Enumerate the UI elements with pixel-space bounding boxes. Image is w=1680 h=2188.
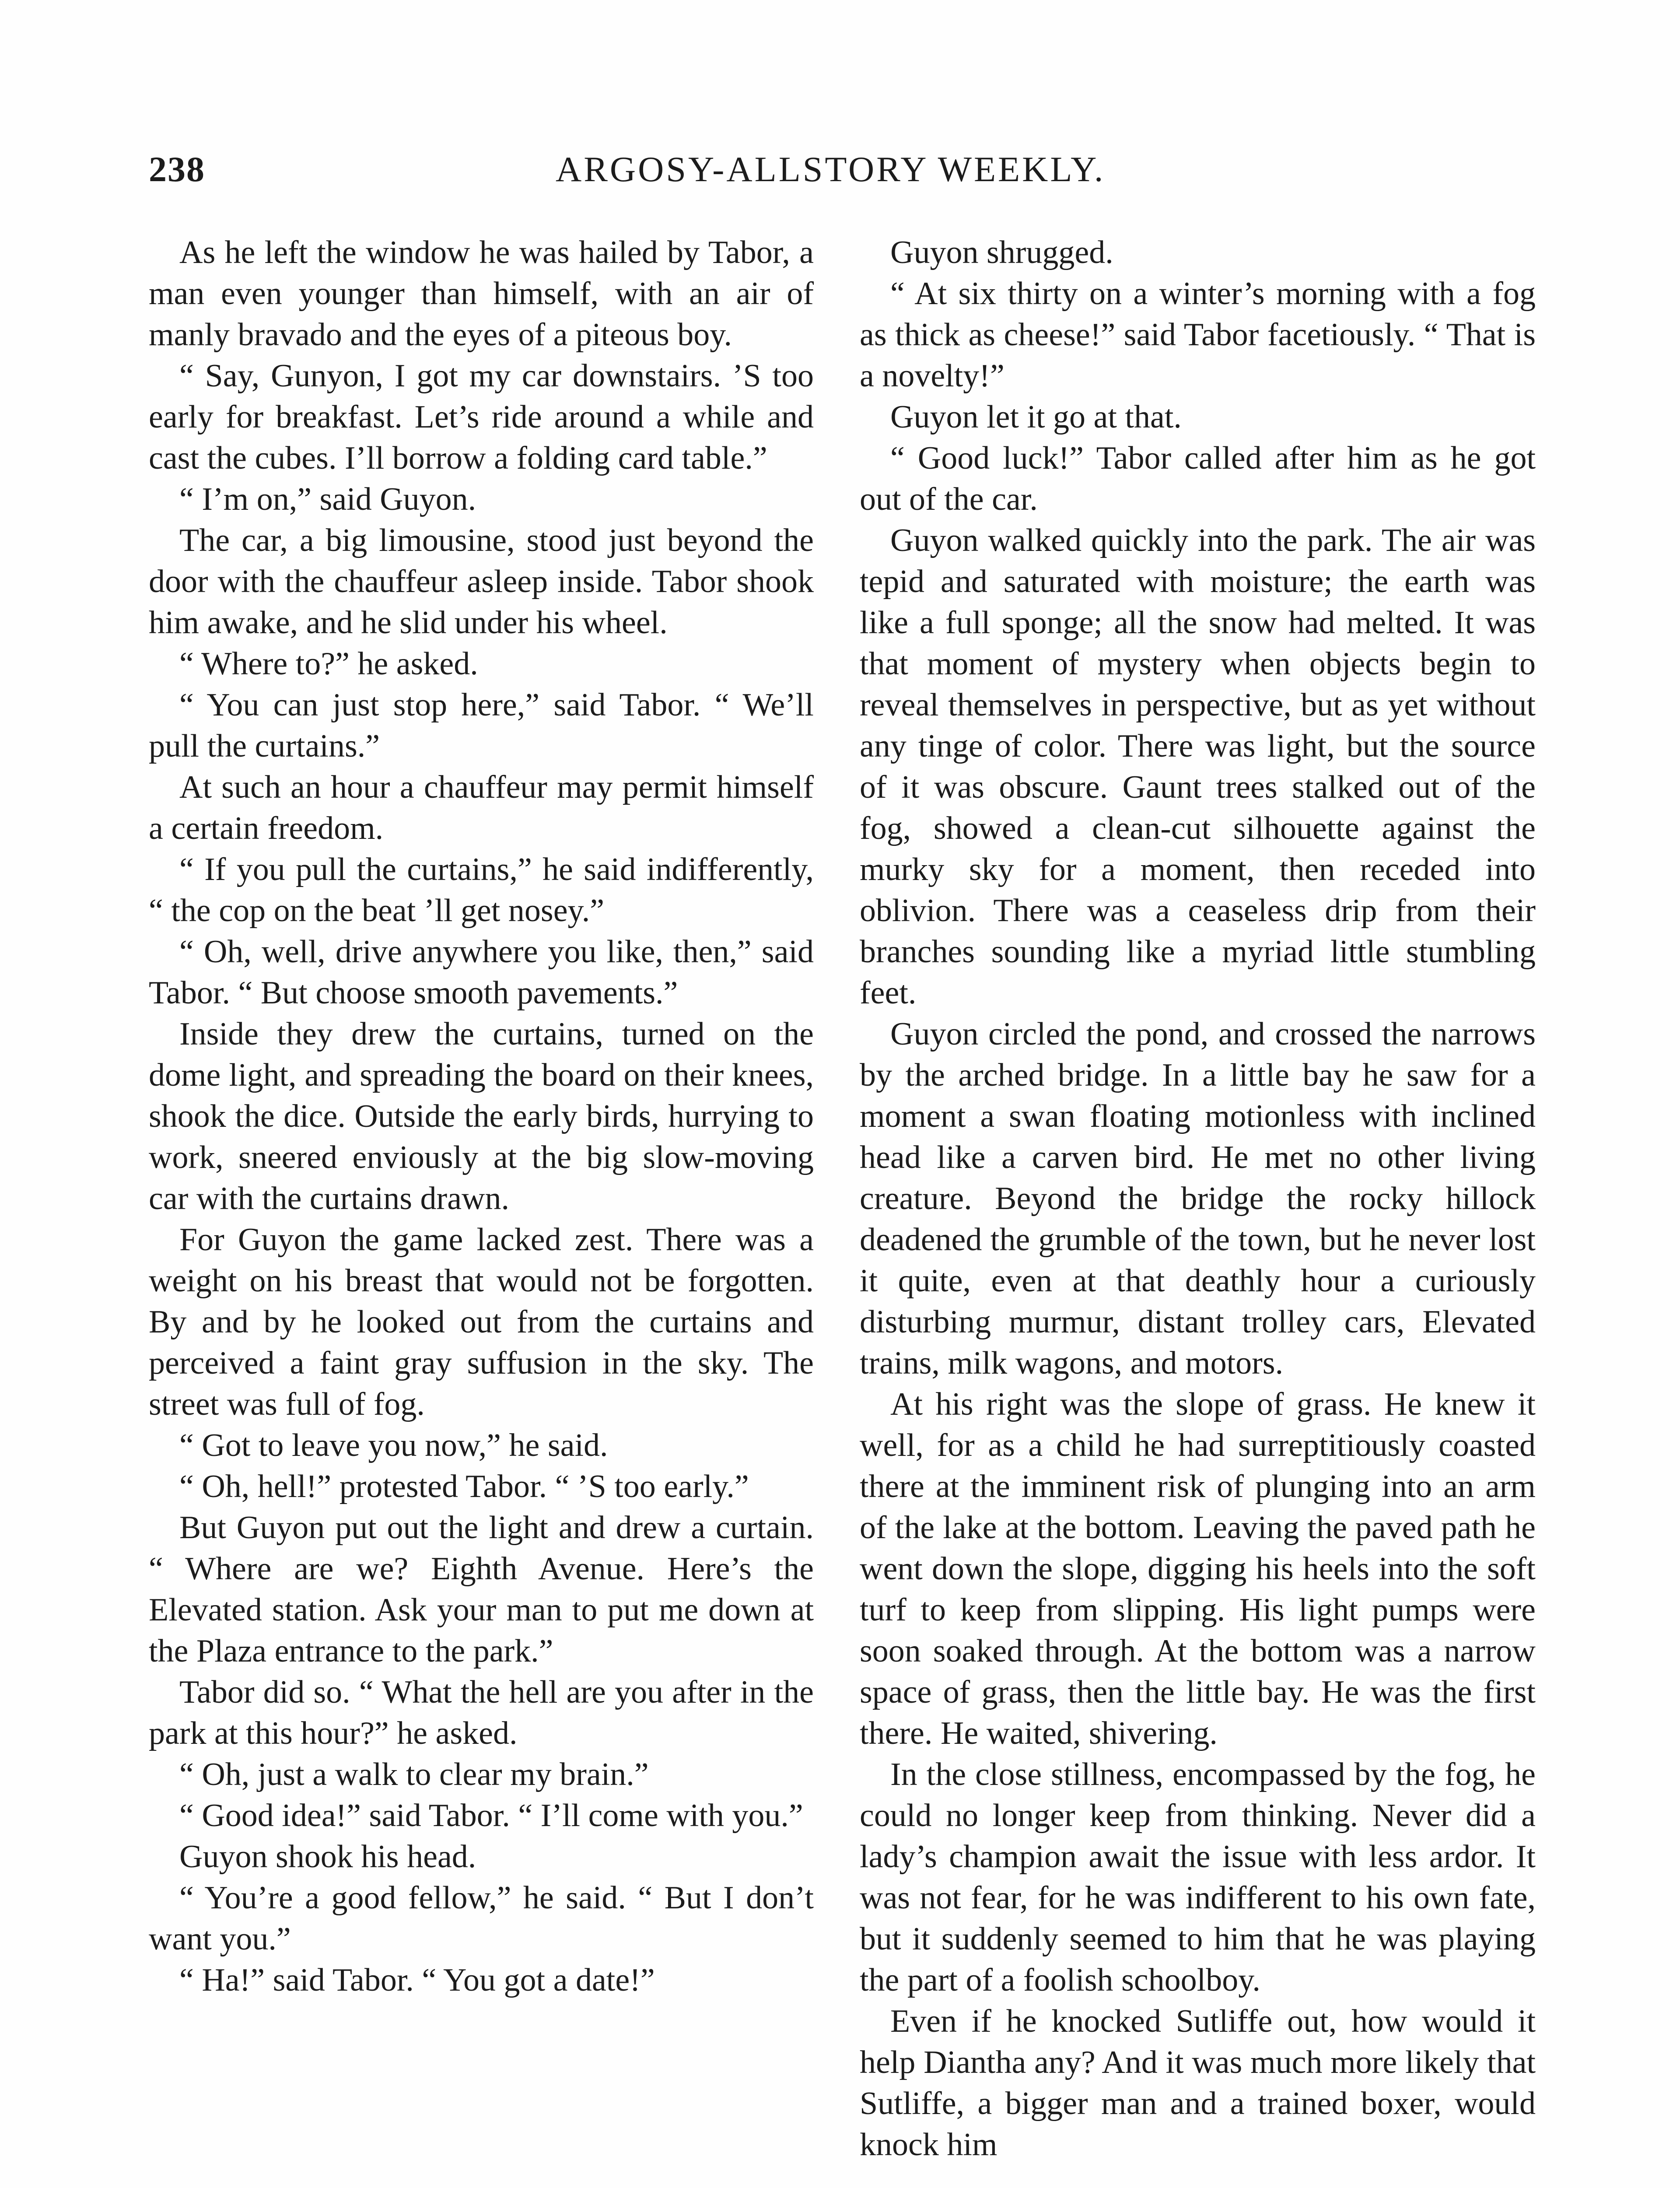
paragraph: Guyon shook his head. <box>179 1839 476 1875</box>
paragraph: “ Got to leave you now,” he said. <box>179 1427 608 1463</box>
paragraph: “ At six thirty on a winter’s morning with a fog as thick as cheese!” said Tabor facetiously. “ That is a novelty!” <box>860 276 1536 394</box>
page-number: 238 <box>149 149 205 189</box>
paragraph: “ You can just stop here,” said Tabor. “ We’ll pull the curtains.” <box>149 687 814 764</box>
paragraph: For Guyon the game lacked zest. There was a weight on his breast that would not be forgotten. By and by he looked out from the curtains and perceived a faint gray suffusion in the sky. The street was full of fog. <box>149 1222 814 1422</box>
paragraph: As he left the window he was hailed by Tabor, a man even younger than himself, with an air of manly bravado and the eyes of a piteous boy. <box>149 235 814 353</box>
right-column <box>860 232 1536 2165</box>
paragraph: Guyon walked quickly into the park. The air was tepid and saturated with moisture; the earth was like a full sponge; all the snow had melted. It was that moment of mystery when objects begin to reveal themselves in perspective, but as yet without any tinge of color. There was light, but the source of it was obscure. Gaunt trees stalked out of the fog, showed a clean-cut silhouette against the murky sky for a moment, then receded into oblivion. There was a ceaseless drip from their branches sounding like a myriad little stumbling feet. <box>860 522 1536 1011</box>
paragraph: In the close stillness, encompassed by the fog, he could no longer keep from thinking. Never did a lady’s champion await the issue with less ardor. It was not fear, for he was indifferent to his own fate, but it suddenly seemed to him that he was playing the part of a foolish schoolboy. <box>860 1757 1536 1998</box>
paragraph: Guyon shrugged. <box>890 235 1113 270</box>
paragraph: “ Good luck!” Tabor called after him as he got out of the car. <box>860 440 1536 517</box>
paragraph: “ Oh, well, drive anywhere you like, then,” said Tabor. “ But choose smooth pavements.” <box>149 934 814 1011</box>
paragraph: Guyon circled the pond, and crossed the narrows by the arched bridge. In a little bay he saw for a moment a swan floating motionless with inclined head like a carven bird. He met no other living creature. Beyond the bridge the rocky hillock deadened the grumble of the town, but he never lost it quite, even at that deathly hour a curiously disturbing murmur, distant trolley cars, Elevated trains, milk wagons, and motors. <box>860 1016 1536 1381</box>
paragraph: Tabor did so. “ What the hell are you after in the park at this hour?” he asked. <box>149 1674 814 1751</box>
paragraph: “ If you pull the curtains,” he said indifferently, “ the cop on the beat ’ll get nosey.” <box>149 852 814 929</box>
paragraph: “ Oh, hell!” protested Tabor. “ ’S too early.” <box>179 1469 749 1504</box>
paragraph: At his right was the slope of grass. He knew it well, for as a child he had surreptitiously coasted there at the imminent risk of plunging into an arm of the lake at the bottom. Leaving the paved path he went down the slope, digging his heels into the soft turf to keep from slipping. His light pumps were soon soaked through. At the bottom was a narrow space of grass, then the little bay. He was the first there. He waited, shivering. <box>860 1386 1536 1751</box>
paragraph: “ You’re a good fellow,” he said. “ But I don’t want you.” <box>149 1880 814 1957</box>
paragraph: Inside they drew the curtains, turned on the dome light, and spreading the board on their knees, shook the dice. Outside the early birds, hurrying to work, sneered enviously at the big slow-moving car with the curtains drawn. <box>149 1016 814 1217</box>
running-title: ARGOSY-ALLSTORY WEEKLY. <box>556 149 1106 189</box>
paragraph: Even if he knocked Sutliffe out, how would it help Diantha any? And it was much more likely that Sutliffe, a bigger man and a trained boxer, would knock him <box>860 2003 1536 2163</box>
paragraph: The car, a big limousine, stood just beyond the door with the chauffeur asleep inside. Tabor shook him awake, and he slid under his wheel. <box>149 522 814 641</box>
paragraph: “ Say, Gunyon, I got my car downstairs. ’S too early for breakfast. Let’s ride around a while and cast the cubes. I’ll borrow a folding card table.” <box>149 358 814 476</box>
paragraph: At such an hour a chauffeur may permit himself a certain freedom. <box>149 769 814 846</box>
paragraph: “ Oh, just a walk to clear my brain.” <box>179 1757 649 1792</box>
page-header <box>149 149 1636 201</box>
paragraph: Guyon let it go at that. <box>890 399 1182 435</box>
paragraph: “ Ha!” said Tabor. “ You got a date!” <box>179 1962 655 1998</box>
paragraph: “ I’m on,” said Guyon. <box>179 481 476 517</box>
paragraph: “ Good idea!” said Tabor. “ I’ll come with you.” <box>179 1798 803 1834</box>
paragraph: But Guyon put out the light and drew a curtain. “ Where are we? Eighth Avenue. Here’s the Elevated station. Ask your man to put me down at the Plaza entrance to the park.” <box>149 1510 814 1669</box>
left-column <box>149 232 814 2001</box>
paragraph: “ Where to?” he asked. <box>179 646 478 682</box>
